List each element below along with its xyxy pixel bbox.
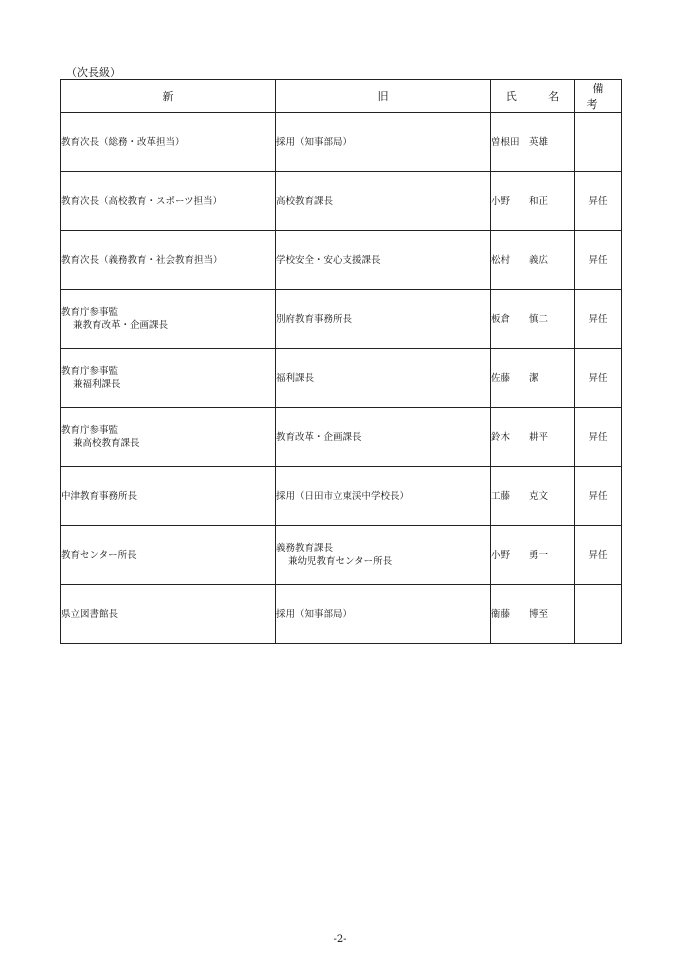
table-body bbox=[61, 113, 622, 644]
remarks-text: 昇任 bbox=[588, 490, 608, 502]
old-position-title: 高校教育課長 bbox=[276, 195, 334, 207]
name-cell bbox=[491, 113, 575, 172]
new-position-cell bbox=[61, 349, 276, 408]
remarks-cell bbox=[575, 290, 622, 349]
family-name: 佐藤 bbox=[491, 372, 511, 384]
new-position-title: 中津教育事務所長 bbox=[61, 490, 138, 502]
old-position-title: 採用（知事部局） bbox=[276, 136, 353, 148]
old-position-title: 学校安全・安心支援課長 bbox=[276, 254, 381, 266]
old-position-cell bbox=[276, 290, 491, 349]
new-position-title: 教育庁参事監 bbox=[61, 425, 119, 436]
family-name: 小野 bbox=[491, 195, 511, 207]
old-position-cell bbox=[276, 408, 491, 467]
remarks-cell bbox=[575, 349, 622, 408]
new-position-title: 教育センター所長 bbox=[61, 549, 137, 561]
old-position-title: 教育改革・企画課長 bbox=[276, 431, 362, 443]
remarks-text: 昇任 bbox=[588, 372, 608, 384]
new-position-cell bbox=[61, 290, 276, 349]
table-row bbox=[61, 526, 622, 585]
old-position-title: 別府教育事務所長 bbox=[276, 313, 353, 325]
new-position-cell bbox=[61, 408, 276, 467]
table-row bbox=[61, 231, 622, 290]
new-position-cell bbox=[61, 467, 276, 526]
given-name: 慎二 bbox=[529, 313, 549, 325]
new-position-cell bbox=[61, 526, 276, 585]
remarks-text: 昇任 bbox=[588, 254, 608, 266]
family-name: 鈴木 bbox=[491, 431, 511, 443]
old-position-cell bbox=[276, 526, 491, 585]
new-position-title: 教育次長（総務・改革担当） bbox=[61, 136, 185, 148]
old-position-title: 採用（知事部局） bbox=[276, 608, 353, 620]
new-position-concurrent: 兼教育改革・企画課長 bbox=[73, 320, 169, 331]
old-position-cell bbox=[276, 349, 491, 408]
given-name: 和正 bbox=[529, 195, 549, 207]
remarks-text: 昇任 bbox=[588, 431, 608, 443]
old-position-cell bbox=[276, 467, 491, 526]
section-caption: （次長級） bbox=[66, 66, 121, 79]
name-cell bbox=[491, 349, 575, 408]
remarks-cell bbox=[575, 585, 622, 644]
name-cell bbox=[491, 585, 575, 644]
old-position-title: 福利課長 bbox=[276, 372, 315, 384]
remarks-cell bbox=[575, 408, 622, 467]
remarks-cell bbox=[575, 526, 622, 585]
family-name: 衞藤 bbox=[491, 608, 511, 620]
table-row bbox=[61, 408, 622, 467]
header-name: 氏 名 bbox=[491, 80, 575, 113]
page-number: -2- bbox=[333, 934, 347, 945]
remarks-cell bbox=[575, 231, 622, 290]
given-name: 博至 bbox=[529, 608, 549, 620]
remarks-cell bbox=[575, 467, 622, 526]
old-position-cell bbox=[276, 585, 491, 644]
table-row bbox=[61, 290, 622, 349]
new-position-cell bbox=[61, 585, 276, 644]
new-position-title: 教育次長（義務教育・社会教育担当） bbox=[61, 254, 223, 266]
family-name: 板倉 bbox=[491, 313, 511, 325]
given-name: 克文 bbox=[529, 490, 549, 502]
name-cell bbox=[491, 526, 575, 585]
old-position-concurrent: 兼幼児教育センター所長 bbox=[288, 556, 393, 567]
table-row bbox=[61, 172, 622, 231]
new-position-cell bbox=[61, 172, 276, 231]
given-name: 潔 bbox=[529, 372, 539, 384]
new-position-title: 教育次長（高校教育・スポーツ担当） bbox=[61, 195, 223, 207]
new-position-title: 教育庁参事監 bbox=[61, 307, 119, 318]
personnel-table bbox=[60, 79, 622, 644]
given-name: 耕平 bbox=[529, 431, 549, 443]
family-name: 工藤 bbox=[491, 490, 511, 502]
old-position-title: 義務教育課長 bbox=[276, 543, 334, 554]
table-row bbox=[61, 349, 622, 408]
table-header-row bbox=[61, 80, 622, 113]
family-name: 小野 bbox=[491, 549, 511, 561]
header-old: 旧 bbox=[276, 80, 491, 113]
old-position-title: 採用（日田市立東渓中学校長） bbox=[276, 490, 410, 502]
name-cell bbox=[491, 172, 575, 231]
remarks-text: 昇任 bbox=[588, 313, 608, 325]
old-position-cell bbox=[276, 113, 491, 172]
table-row bbox=[61, 113, 622, 172]
name-cell bbox=[491, 467, 575, 526]
family-name: 松村 bbox=[491, 254, 511, 266]
name-cell bbox=[491, 408, 575, 467]
remarks-text: 昇任 bbox=[588, 549, 608, 561]
remarks-cell bbox=[575, 172, 622, 231]
header-note: 備 考 bbox=[575, 80, 622, 113]
table-row bbox=[61, 467, 622, 526]
given-name: 義広 bbox=[529, 254, 549, 266]
new-position-title: 県立図書館長 bbox=[61, 608, 119, 620]
new-position-cell bbox=[61, 231, 276, 290]
name-cell bbox=[491, 231, 575, 290]
new-position-cell bbox=[61, 113, 276, 172]
old-position-cell bbox=[276, 231, 491, 290]
remarks-text: 昇任 bbox=[588, 195, 608, 207]
given-name: 英雄 bbox=[529, 136, 549, 148]
family-name: 曽根田 bbox=[491, 136, 520, 148]
new-position-concurrent: 兼福利課長 bbox=[73, 379, 121, 390]
remarks-cell bbox=[575, 113, 622, 172]
old-position-cell bbox=[276, 172, 491, 231]
given-name: 勇一 bbox=[529, 549, 549, 561]
new-position-concurrent: 兼高校教育課長 bbox=[73, 438, 140, 449]
new-position-title: 教育庁参事監 bbox=[61, 366, 119, 377]
table-row bbox=[61, 585, 622, 644]
header-new: 新 bbox=[61, 80, 276, 113]
name-cell bbox=[491, 290, 575, 349]
